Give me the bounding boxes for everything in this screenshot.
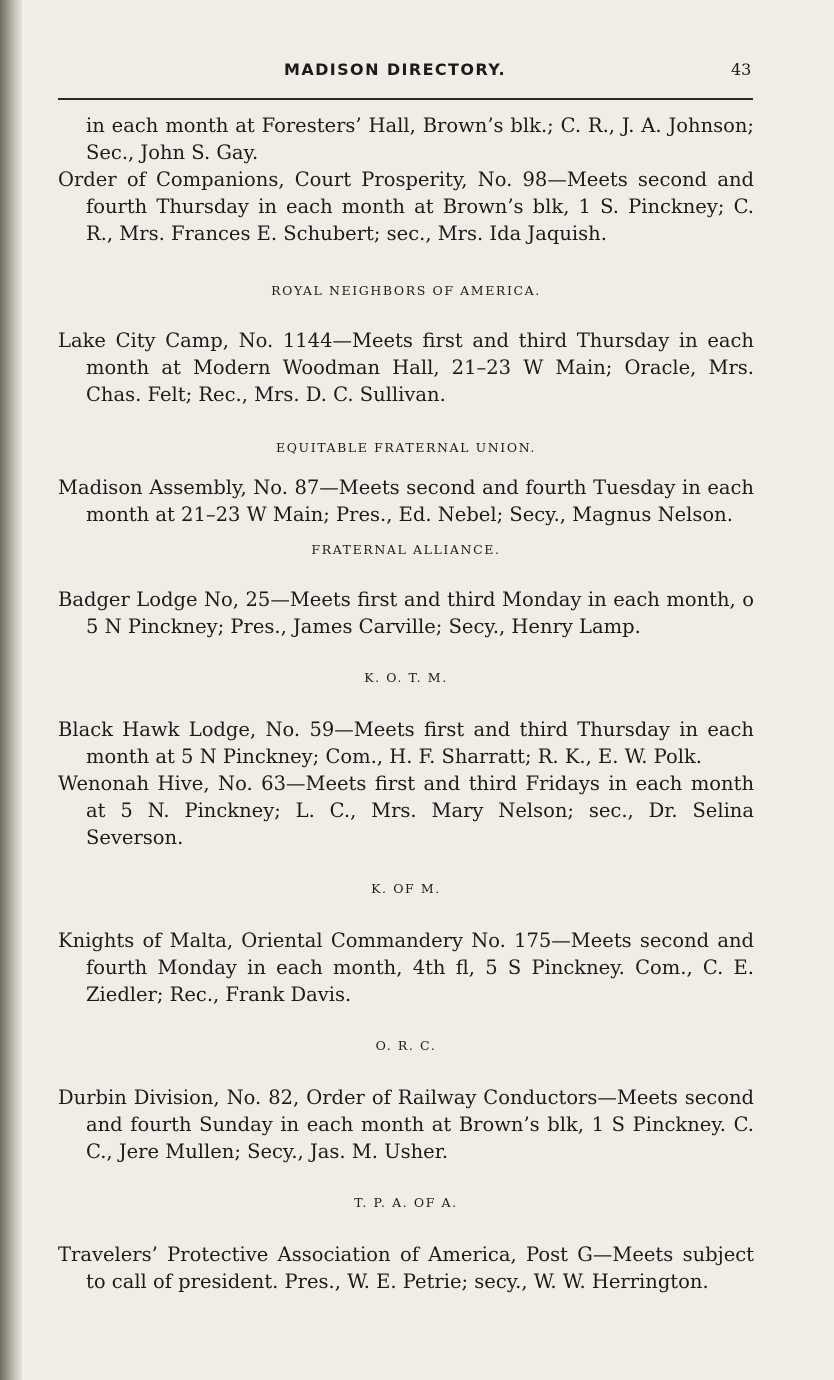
directory-entry: in each month at Foresters’ Hall, Brown’s blk.; C. R., J. A. Johnson; Sec., John S. Gay. <box>86 114 754 164</box>
page-body <box>58 112 754 1295</box>
section-heading: K. O. T. M. <box>364 670 448 685</box>
directory-entry: Knights of Malta, Oriental Commandery No. 175—Meets second and fourth Monday in each month, 4th fl, 5 S Pinckney. Com., C. E. Ziedler; Rec., Frank Davis. <box>58 929 754 1006</box>
directory-entry: Wenonah Hive, No. 63—Meets first and third Fridays in each month at 5 N. Pinckney; L. C., Mrs. Mary Nelson; sec., Dr. Selina Severson. <box>58 772 754 849</box>
section-heading: ROYAL NEIGHBORS OF AMERICA. <box>271 283 541 298</box>
section-heading: EQUITABLE FRATERNAL UNION. <box>275 440 537 455</box>
directory-entry: Black Hawk Lodge, No. 59—Meets first and third Thursday in each month at 5 N Pinckney; Com., H. F. Sharratt; R. K., E. W. Polk. <box>58 718 754 768</box>
page-header <box>58 60 758 84</box>
section-heading: T. P. A. OF A. <box>354 1195 458 1210</box>
directory-entry: Order of Companions, Court Prosperity, No. 98—Meets second and fourth Thursday in each month at Brown’s blk, 1 S. Pinckney; C. R., Mrs. Frances E. Schubert; sec., Mrs. Ida Jaquish. <box>58 168 754 245</box>
directory-entry: Badger Lodge No, 25—Meets first and third Monday in each month, o 5 N Pinckney; Pres., James Carville; Secy., Henry Lamp. <box>58 588 754 638</box>
directory-entry: Madison Assembly, No. 87—Meets second and fourth Tuesday in each month at 21–23 W Main; Pres., Ed. Nebel; Secy., Magnus Nelson. <box>58 476 754 526</box>
directory-entry: Travelers’ Protective Association of America, Post G—Meets subject to call of president. Pres., W. E. Petrie; secy., W. W. Herrington. <box>58 1243 754 1293</box>
section-heading: FRATERNAL ALLIANCE. <box>311 542 501 557</box>
page-number: 43 <box>731 60 752 79</box>
directory-entry: Durbin Division, No. 82, Order of Railway Conductors—Meets second and fourth Sunday in each month at Brown’s blk, 1 S Pinckney. C. C., Jere Mullen; Secy., Jas. M. Usher. <box>58 1086 754 1163</box>
book-binding-edge <box>0 0 22 1380</box>
header-rule <box>58 98 753 100</box>
section-heading: K. OF M. <box>371 881 441 896</box>
running-title: MADISON DIRECTORY. <box>284 60 507 79</box>
directory-entry: Lake City Camp, No. 1144—Meets first and third Thursday in each month at Modern Woodman Hall, 21–23 W Main; Oracle, Mrs. Chas. Felt; Rec., Mrs. D. C. Sullivan. <box>58 329 754 406</box>
section-heading: O. R. C. <box>375 1038 437 1053</box>
